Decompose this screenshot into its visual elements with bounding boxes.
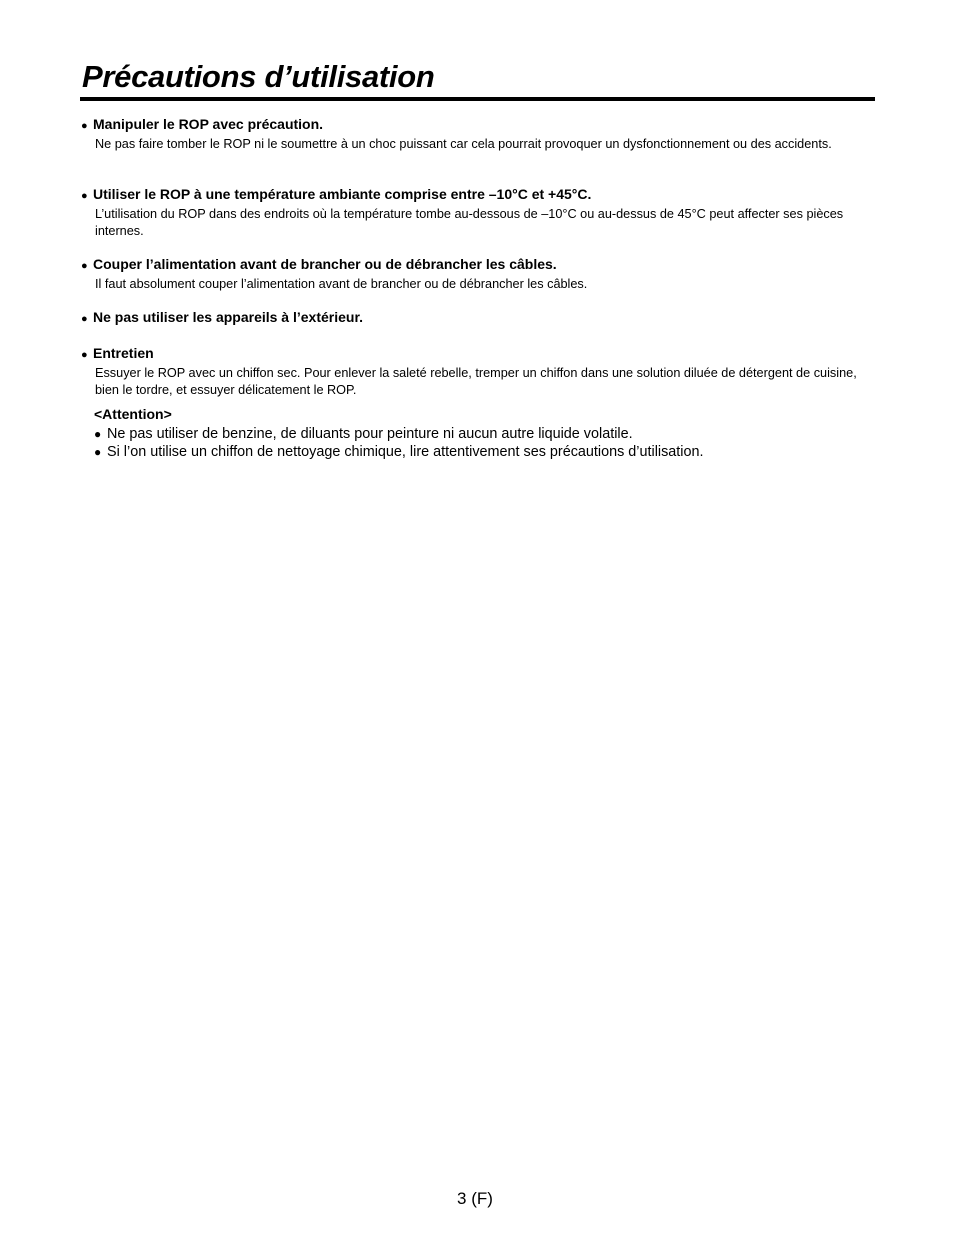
title-underline [80,97,875,101]
attention-item [94,425,874,443]
attention-item [94,443,874,461]
section-heading-text: Ne pas utiliser les appareils à l’extérieur. [93,309,364,325]
section-heading-text: Utiliser le ROP à une température ambiante comprise entre –10°C et +45°C. [93,186,592,202]
section-power [81,256,881,293]
section-heading-text: Manipuler le ROP avec précaution. [93,116,324,132]
bullet-icon: ● [94,445,102,459]
section-outdoor [81,309,881,328]
bullet-icon: ● [81,260,88,272]
bullet-icon: ● [81,313,88,325]
section-heading [81,186,881,205]
bullet-icon: ● [81,120,88,132]
attention-block [94,406,874,461]
section-heading-text: Entretien [93,345,154,361]
section-heading [81,345,881,364]
section-handling [81,116,881,153]
page-title: Précautions d’utilisation [82,59,435,94]
page-number [0,1189,954,1209]
section-heading [81,256,881,275]
attention-title: <Attention> [94,406,172,422]
bullet-icon: ● [94,427,102,441]
section-heading [81,116,881,135]
bullet-icon: ● [81,190,88,202]
attention-item-text: Si l’on utilise un chiffon de nettoyage chimique, lire attentivement ses précautions d’utilisation. [107,444,704,460]
section-temperature [81,186,881,240]
section-heading-text: Couper l’alimentation avant de brancher ou de débrancher les câbles. [93,256,557,272]
page-number-text: 3 (F) [457,1189,493,1208]
section-body: Essuyer le ROP avec un chiffon sec. Pour enlever la saleté rebelle, tremper un chiffon dans une solution diluée de détergent de cuisine, bien le tordre, et essuyer délicatement le ROP. [95,366,857,397]
section-body: Ne pas faire tomber le ROP ni le soumettre à un choc puissant car cela pourrait provoquer un dysfonctionnement ou des accidents. [95,137,832,151]
bullet-icon: ● [81,349,88,361]
section-body: L’utilisation du ROP dans des endroits où la température tombe au-dessous de –10°C ou au-dessus de 45°C peut affecter ses pièces internes. [95,207,844,238]
section-heading [81,309,881,328]
attention-item-text: Ne pas utiliser de benzine, de diluants pour peinture ni aucun autre liquide volatile. [107,426,633,442]
section-maintenance [81,345,881,399]
section-body: Il faut absolument couper l’alimentation avant de brancher ou de débrancher les câbles. [95,277,588,291]
